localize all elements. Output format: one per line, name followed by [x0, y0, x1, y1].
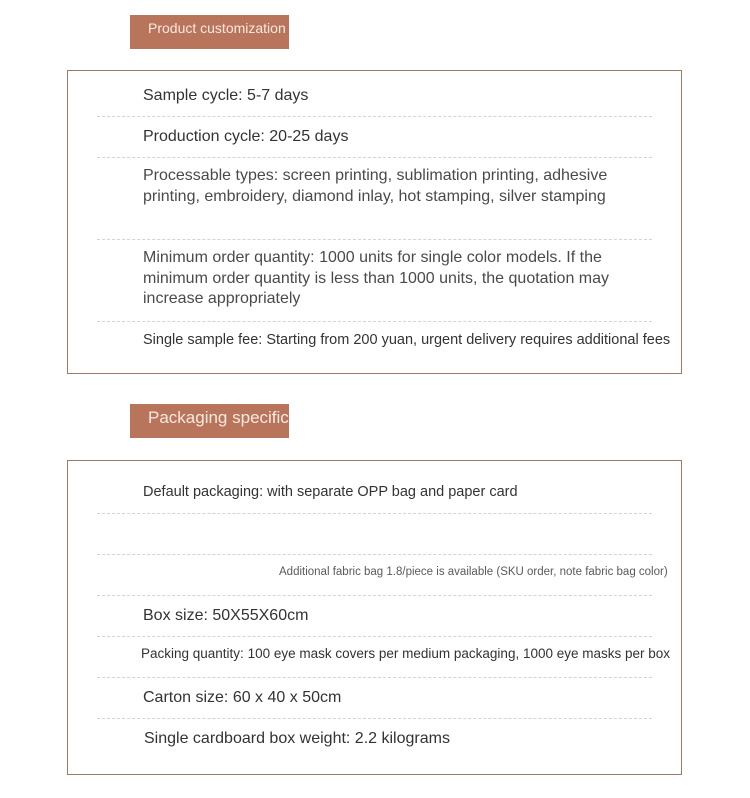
fabric-bag-note-text: Additional fabric bag 1.8/piece is available (SKU order, note fabric bag color)	[279, 566, 668, 578]
default-packaging-text: Default packaging: with separate OPP bag and paper card	[143, 484, 518, 500]
divider	[97, 321, 652, 322]
divider	[97, 636, 652, 637]
sample-cycle-text: Sample cycle: 5-7 days	[143, 87, 309, 104]
divider	[97, 513, 652, 514]
carton-size-text: Carton size: 60 x 40 x 50cm	[143, 689, 342, 706]
sample-fee-text: Single sample fee: Starting from 200 yuan, urgent delivery requires additional fees	[143, 332, 671, 348]
divider	[97, 554, 652, 555]
divider	[97, 718, 652, 719]
divider	[97, 157, 652, 158]
divider	[97, 116, 652, 117]
processable-types-text: Processable types: screen printing, sublimation printing, adhesive printing, embroidery, diamond inlay, hot stamping, silver stamping	[143, 167, 608, 205]
section-tag-packaging-specification: Packaging specific	[130, 404, 289, 438]
minimum-order-text: Minimum order quantity: 1000 units for single color models. If the minimum order quantity is less than 1000 units, the quotation may increase appropriately	[143, 249, 610, 307]
divider	[97, 239, 652, 240]
production-cycle-text: Production cycle: 20-25 days	[143, 128, 349, 145]
divider	[97, 595, 652, 596]
section-tag-product-customization: Product customization	[130, 15, 289, 49]
box-weight-text: Single cardboard box weight: 2.2 kilograms	[144, 730, 450, 747]
box-size-text: Box size: 50X55X60cm	[143, 607, 309, 624]
packing-quantity-text: Packing quantity: 100 eye mask covers per medium packaging, 1000 eye masks per box	[141, 646, 671, 661]
divider	[97, 677, 652, 678]
